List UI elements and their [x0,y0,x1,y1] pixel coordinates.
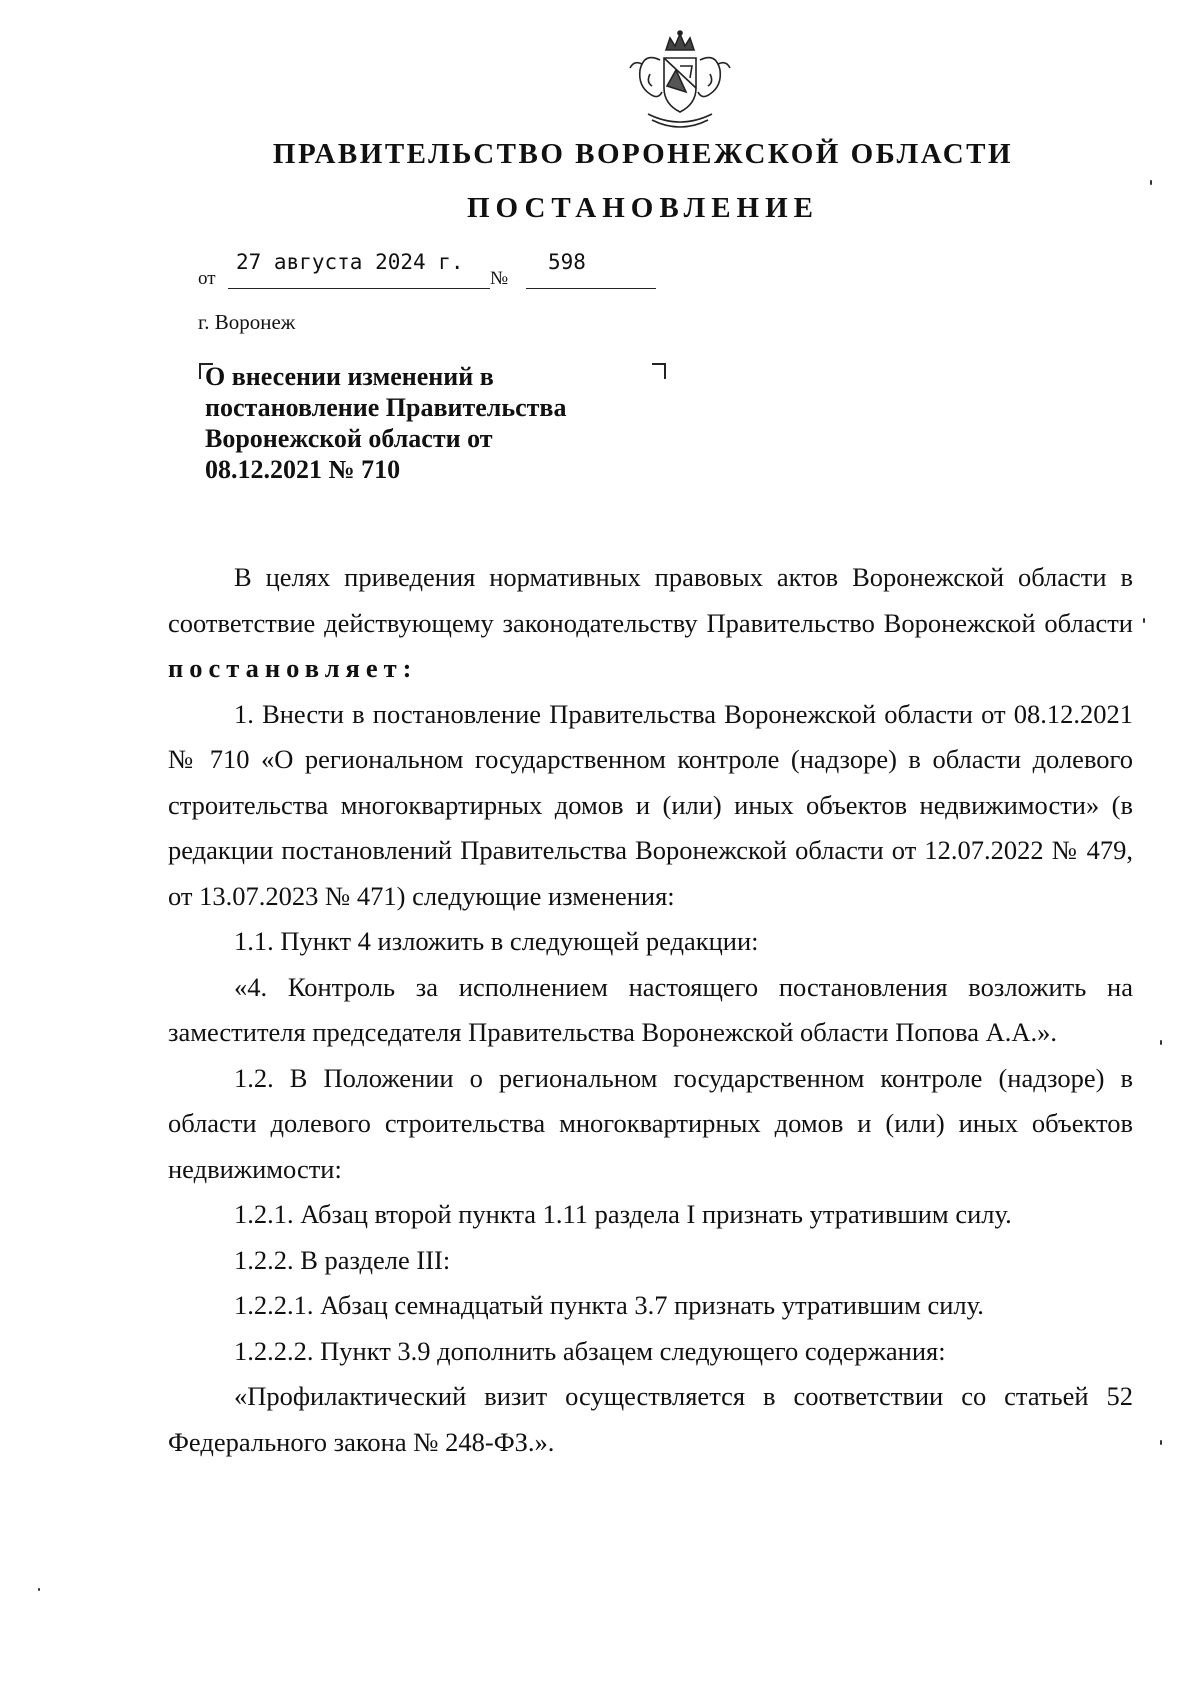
scan-speck [1143,618,1145,623]
subject-line: 08.12.2021 № 710 [205,455,401,484]
subject-line: постановление Правительства [205,393,567,422]
document-date: 27 августа 2024 г. [236,250,464,274]
document-number: 598 [548,250,586,274]
subject-line: Воронежской области от [205,424,493,453]
document-body [168,555,1133,1465]
scan-speck [1160,1040,1162,1045]
subject-line: О внесении изменений в [205,362,494,391]
body-paragraph: «4. Контроль за исполнением настоящего постановления возложить на заместителя председателя Правительства Воронежской области Попова А.А.». [168,971,1133,1047]
preamble-text: В целях приведения нормативных правовых актов Воронежской области в соответствие действующему законодательству Правительство Воронежской области [168,562,1133,638]
body-paragraph: 1.2.2.1. Абзац семнадцатый пункта 3.7 признать утратившим силу. [234,1290,984,1320]
organization-name: ПРАВИТЕЛЬСТВО ВОРОНЕЖСКОЙ ОБЛАСТИ [272,138,1014,170]
body-paragraph: 1. Внести в постановление Правительства Воронежской области от 08.12.2021 № 710 «О региональном государственном контроле (надзоре) в области долевого строительства многоквартирных домов и (или) иных объектов недвижимости» (в редакции постановлений Правительства Воронежской области от 12.07.2022 № 479, от 13.07.2023 № 471) следующие изменения: [168,698,1133,911]
date-prefix: от [198,268,216,289]
scan-speck [1150,180,1152,185]
number-prefix: № [490,268,509,289]
scan-speck [1160,1440,1162,1445]
body-paragraph: 1.2. В Положении о региональном государственном контроле (надзоре) в области долевого строительства многоквартирных домов и (или) иных объектов недвижимости: [168,1062,1133,1184]
preamble-paragraph [168,555,1133,692]
document-subject [205,361,665,485]
scan-speck [38,1588,40,1591]
preamble-emphasis: постановляет: [168,653,418,683]
body-paragraph: 1.2.1. Абзац второй пункта 1.11 раздела I признать утратившим силу. [234,1199,1012,1229]
voronezh-coat-of-arms-icon [620,30,740,134]
date-number-row [198,250,668,290]
number-underline [526,288,656,289]
date-underline [228,288,490,289]
body-paragraph: 1.2.2. В разделе III: [234,1244,451,1275]
body-paragraph: 1.2.2.2. Пункт 3.9 дополнить абзацем следующего содержания: [234,1335,946,1366]
body-paragraph: «Профилактический визит осуществляется в соответствии со статьей 52 Федерального закона № 248-ФЗ.». [168,1381,1133,1457]
city: г. Воронеж [198,310,296,334]
body-paragraph: 1.1. Пункт 4 изложить в следующей редакции: [234,926,759,956]
document-type: ПОСТАНОВЛЕНИЕ [466,192,819,224]
